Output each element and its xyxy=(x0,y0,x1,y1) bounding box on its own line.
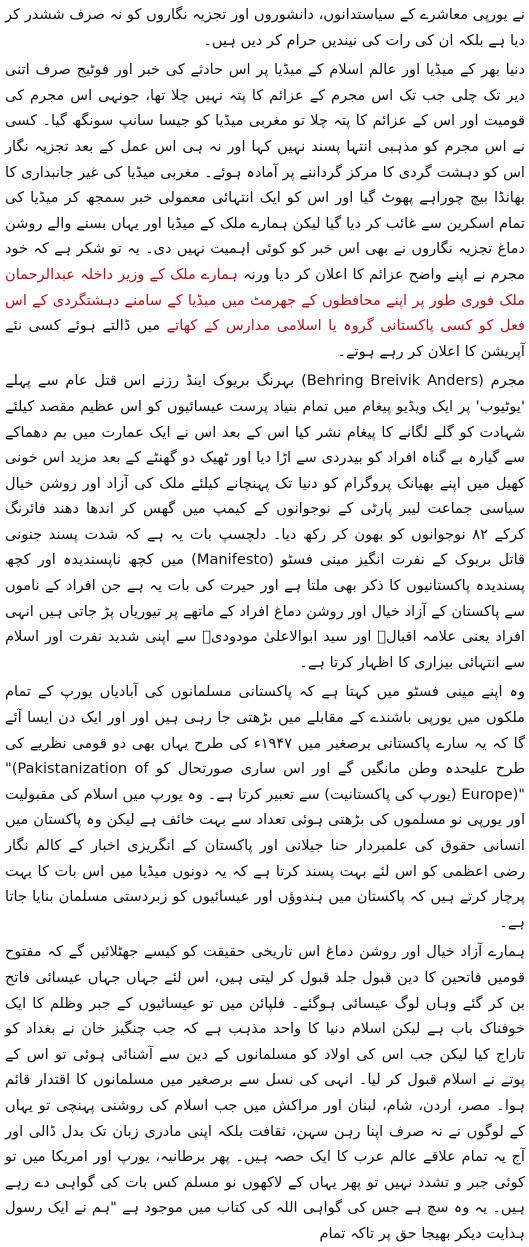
paragraph-2-text-b: میں ڈالتے ہوئے کسی نئے آپریشن کا اعلان کر رہے ہوتے۔ xyxy=(5,317,525,360)
paragraph-4-english-phrase: "(Pakistanization of Europe)" xyxy=(5,760,525,803)
paragraph-3 xyxy=(5,368,525,675)
paragraph-2 xyxy=(5,57,525,364)
paragraph-1: نے یورپی معاشرے کے سیاستدانوں، دانشوروں اور تجزیہ نگاروں کو نہ صرف ششدر کر دیا ہے بلکہ ان کی رات کی نیندیں حرام کر دیں ہیں۔ xyxy=(5,6,525,49)
paragraph-3-start: مجرم xyxy=(483,372,526,390)
paragraph-2-text-a: دنیا بھر کے میڈیا اور عالم اسلام کے میڈیا پر اس حادثے کی خبر اور فوٹیج صرف اتنی دیر تک چلی جب تک اس مجرم کے عزائم کا پتہ نہیں چلا تھا، جونہی اس مجرم کی قومیت اور اس کے عزائم کا پتہ چلا تو مغربی میڈیا کو جیسا سانپ سونگھ گیا۔ کسی نے اس مجرم کو مذہبی انتہا پسند نہیں کہا اور نہ ہی اس عمل کے بعد تجزیہ نگار اس کو دہشت گردی کا مرکز گرداننے پر آمادہ ہوئے۔ مغربی میڈیا کی غیر جانبداری کا بھانڈا بیچ چوراہے پھوٹ گیا اور اس کو ایک انتہائی معمولی خبر سمجھ کر میڈیا کی تمام اسکرین سے غائب کر دیا گیا لیکن ہمارے ملک کے میڈیا اور یہاں بسنے والے روشن دماغ تجزیہ نگاروں نے بھی اس خبر کو کوئی اہمیت نہیں دی۔ یہ تو شکر ہے کہ خود مجرم نے اپنے واضح عزائم کا اعلان کر دیا ورنہ xyxy=(5,61,525,283)
paragraph-3-english-name: (Behring Breivik Anders) xyxy=(301,372,484,390)
paragraph-3-end: میں کچھ ناپسندیدہ اور کچھ پسندیدہ پاکستانیوں کا ذکر بھی ملتا ہے اور حیرت کی بات یہ ہے جن افراد کے ناموں سے پاکستان کے آزاد خیال اور روشن دماغ افراد کے ماتھے پر تیوریاں پڑ جاتی ہیں انہی افراد یعنی علامہ اقبالؒ اور سید ابوالاعلیٰ مودودیؒ سے اپنی شدید نفرت اور اسلام سے انتہائی بیزاری کا اظہار کرتا ہے۔ xyxy=(5,551,525,671)
paragraph-5: ہمارے آزاد خیال اور روشن دماغ اس تاریخی حقیقت کو کیسے جھٹلائیں گے کہ مفتوح قومیں فاتحین کا دین قبول جلد قبول کر لیتی ہیں، اس لئے جہاں جہاں عیسائی فاتح بن کر گئے وہاں لوگ عیسائی ہوگئے۔ فلپائن میں تو عیسائیوں کے جبر وظلم کا ایک خوفناک باب ہے لیکن اسلام دنیا کا واحد مذہب ہے کہ جب چنگیز خان نے بغداد کو تاراج کیا لیکن جب اس کی اولاد کو مسلمانوں کے دین سے آشنائی ہوئی تو اس کے پوتے نے اسلام قبول کر لیا۔ انہی کی نسل سے برصغیر میں مسلمانوں کا اقتدار قائم ہوا۔ مصر، اردن، شام، لبنان اور مراکش میں جب اسلام کی روشنی پہنچی تو یہاں کے لوگوں نے نہ صرف اپنا رہن سہن، ثقافت بلکہ اپنی مادری زبان تک بدل ڈالی اور آج یہ تمام علاقے عالم عرب کا ایک حصہ ہیں۔ پھر برطانیہ، یورپ اور امریکا میں تو کوئی جبر و تشدد نہیں تو پھر یہاں کے لاکھوں نو مسلم کس بات کی گواہی دے رہے ہیں۔ یہ وہ سچ ہے جس کی گواہی اللہ کی کتاب میں موجود ہے "ہم نے ایک رسول ہدایت دیکر بھیجا حق پر تاکہ تمام xyxy=(5,943,525,1242)
paragraph-3-english-manifesto: (Manifesto) xyxy=(191,551,274,569)
paragraph-4 xyxy=(5,679,525,935)
paragraph-2-highlight: ہمارے ملک کے وزیر داخلہ عبدالرحمان ملک فوری طور پر اپنے محافظوں کے جھرمٹ میں میڈیا کے سامنے دہشتگردی کے اس فعل کو کسی پاکستانی گروہ یا اسلامی مدارس کے کھاتے xyxy=(5,265,525,335)
paragraph-4-end: (یورپ کی پاکستانیت) سے تعبیر کرتا ہے۔ وہ یورپ میں اسلام کی مقبولیت اور یورپی نو مسلموں کی بڑھتی ہوئی تعداد سے بہت خائف ہے لیکن وہ پاکستان میں انسانی حقوق کی علمبردار حنا جیلانی اور پاکستان کے انگریزی اخبار کے کالم نگار رضی اعظمی کو اس لئے بہت پسند کرتا ہے کہ یہ دونوں میڈیا میں اس بات کا بہت پرچار کرتے ہیں کہ پاکستان میں ہندوؤں اور عیسائیوں کو زبردستی مسلمان بنایا جاتا ہے۔ xyxy=(5,785,525,931)
paragraph-3-middle: بہرنگ بریوک اینڈ رزنے اس قتل عام سے پہلے 'یوٹیوب' پر ایک ویڈیو پیغام میں تمام بنیاد پرست عیسائیوں کو اس عظیم مقصد کیلئے شہادت کو گلے لگانے کا پیغام نشر کیا اس کے بعد اس نے ایک عمارت میں بم دھماکے سے گیارہ بے گناہ افراد کو بیدردی سے اڑا دیا اور ٹھیک دو گھنٹے کے بعد مزید اس خونی کھیل میں اپنے بھیانک پروگرام کو دنیا تک پہنچانے کیلئے ملک کی آزاد اور روشن خیال سیاسی جماعت لیبر پارٹی کے نوجوانوں کے کیمپ میں گھس کر اندھا دھند فائرنگ کرکے ۸۲ نوجوانوں کو بھون کر رکھ دیا۔ دلچسپ بات یہ ہے کہ شدت پسند جنونی قاتل بریوک کے نفرت انگیز مینی فسٹو xyxy=(5,372,526,569)
paragraph-4-start: وہ اپنے مینی فسٹو میں کہتا ہے کہ پاکستانی مسلمانوں کی آبادیاں یورپ کے تمام ملکوں میں یورپی باشندے کے مقابلے میں بڑھتی جا رہی ہیں اور اور ایک دن ایسا آئے گا کہ یہ سارے پاکستانی برصغیر میں ۱۹۴۷ء کی طرح یہاں بھی دو قومی نظریے کی طرح علیحدہ وطن مانگیں گے اور اس ساری صورتحال کو xyxy=(5,683,525,778)
